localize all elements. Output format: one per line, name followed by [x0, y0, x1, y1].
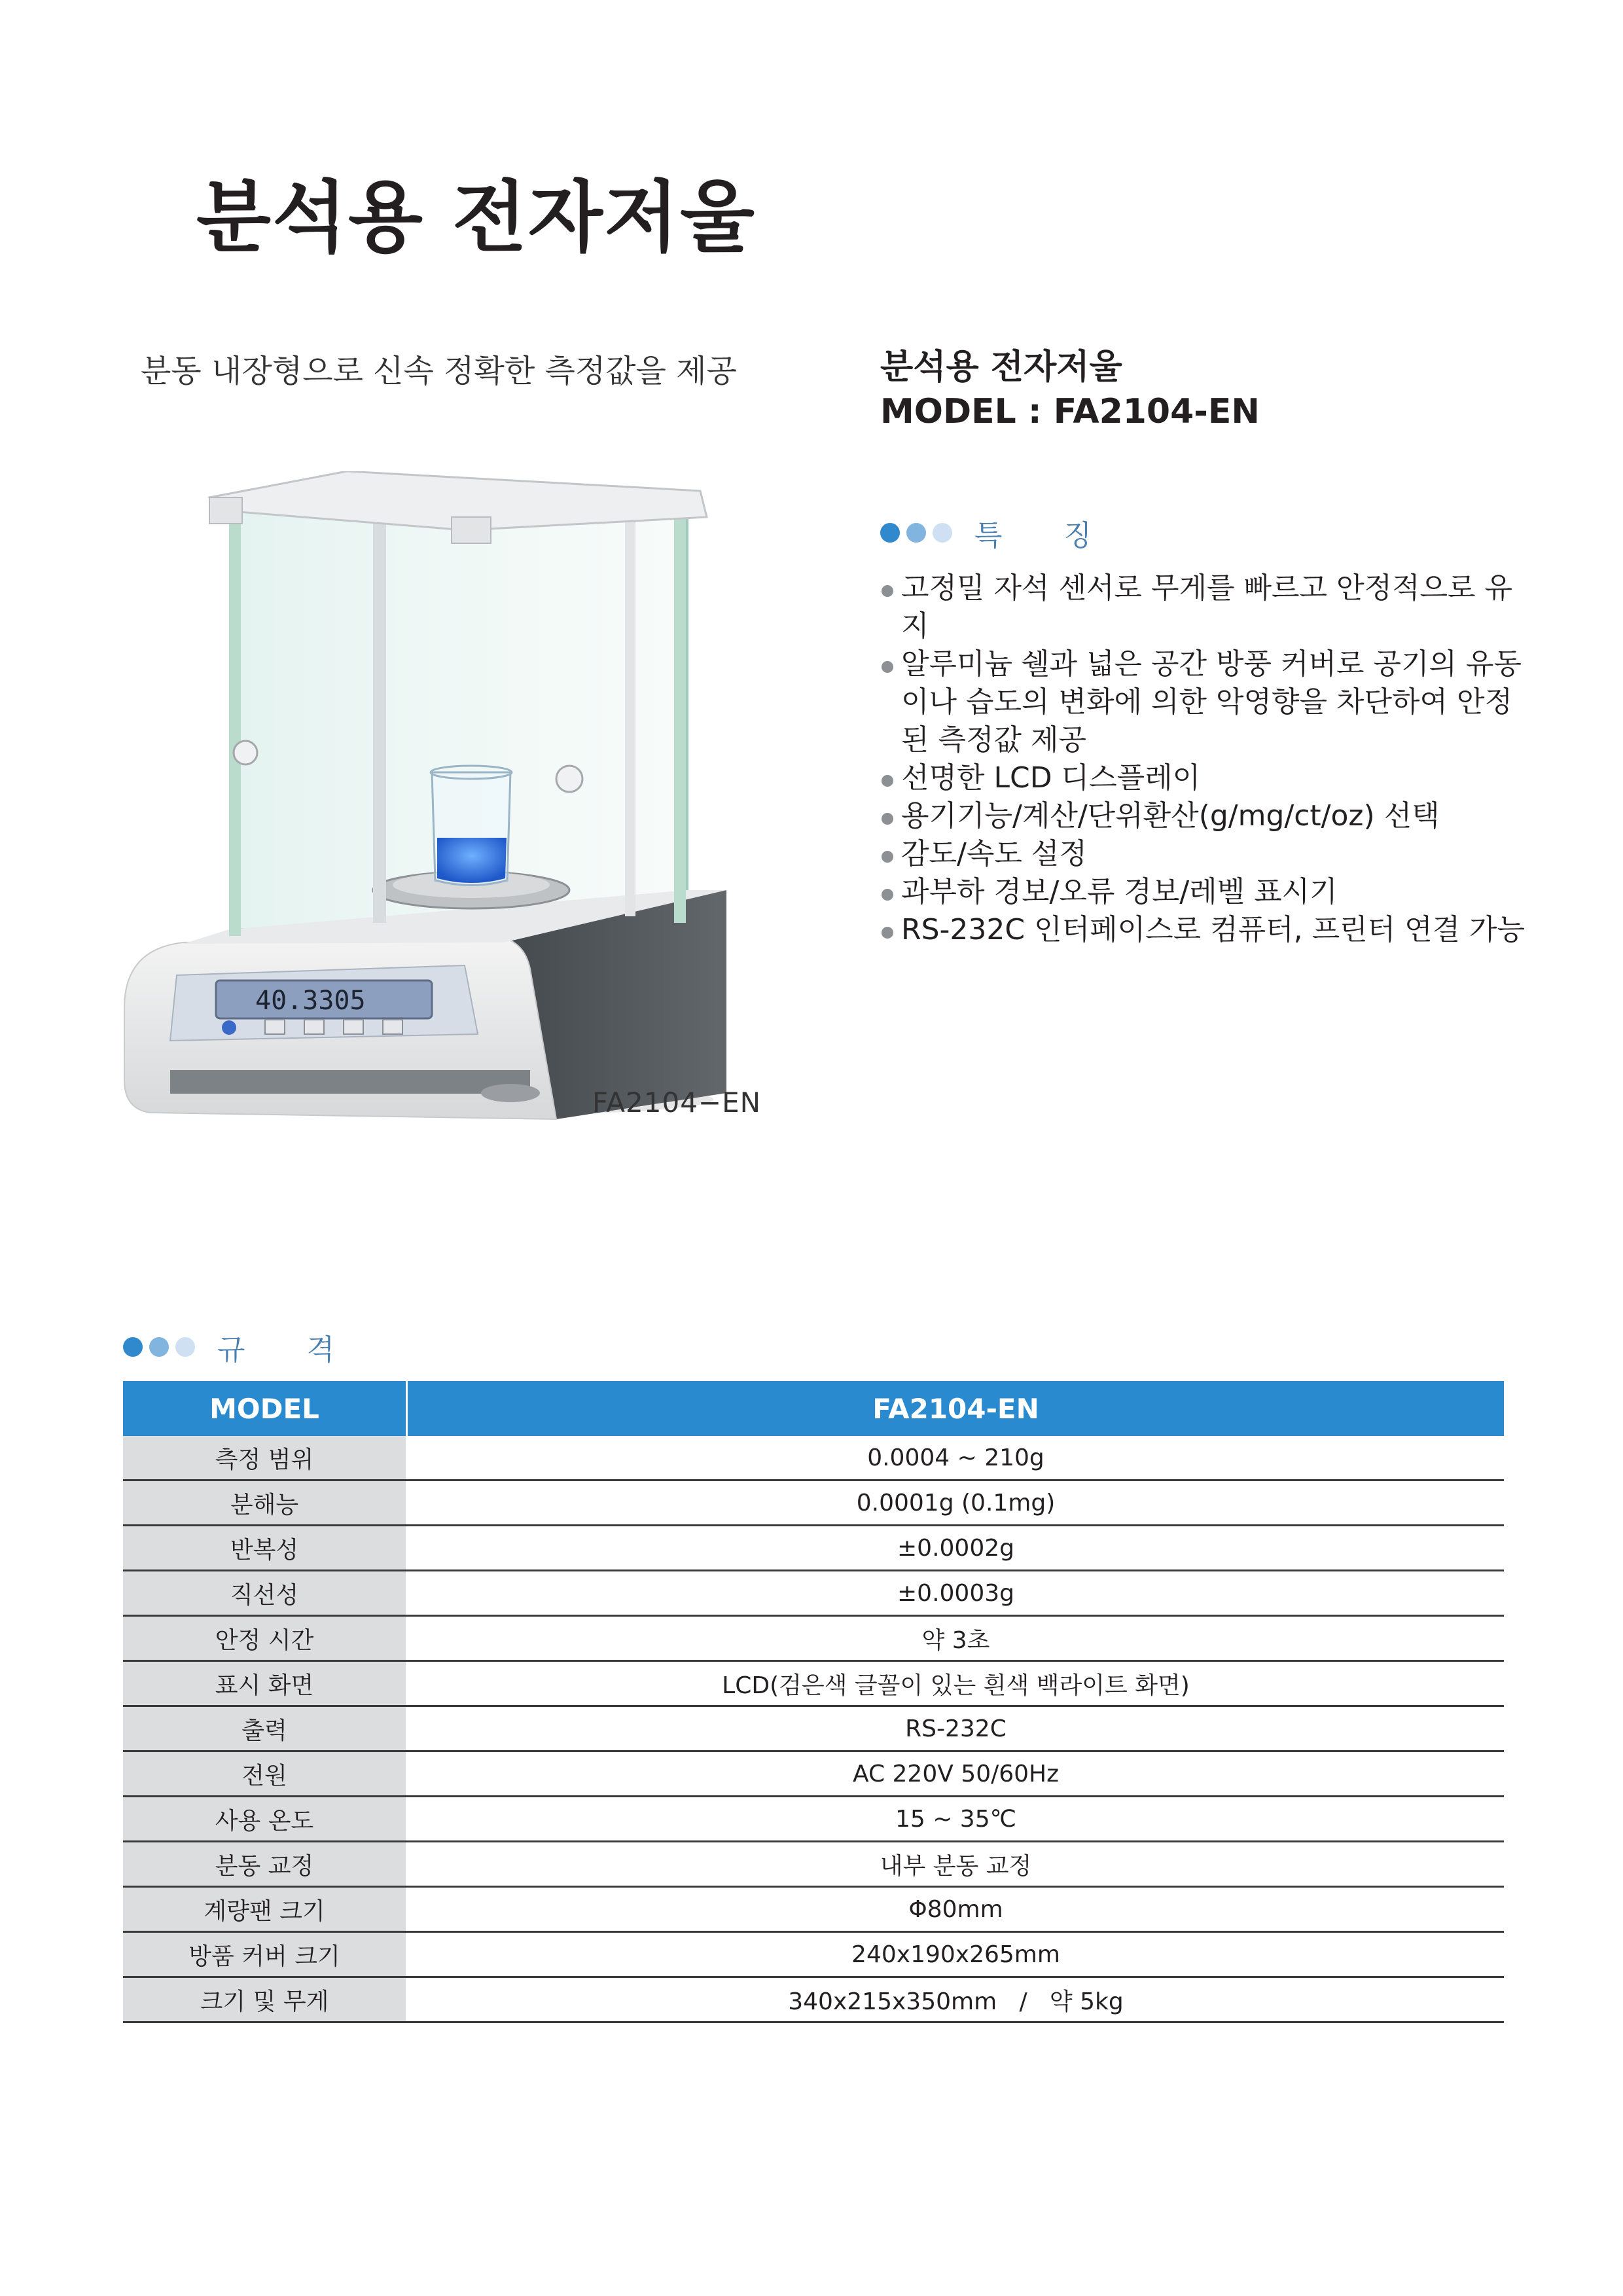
spec-value: AC 220V 50/60Hz — [407, 1751, 1505, 1797]
feature-item: 과부하 경보/오류 경보/레벨 표시기 — [880, 873, 1535, 911]
spec-value: 0.0004 ~ 210g — [407, 1436, 1505, 1480]
features-heading-label: 특 징 — [974, 519, 1118, 552]
feature-item: 용기기능/계산/단위환산(g/mg/ct/oz) 선택 — [880, 797, 1535, 835]
table-header-cell: FA2104-EN — [407, 1381, 1505, 1436]
feature-item: 선명한 LCD 디스플레이 — [880, 759, 1535, 797]
spec-value: ±0.0002g — [407, 1526, 1505, 1571]
spec-label: 크기 및 무게 — [123, 1977, 407, 2022]
bullet-dot-icon — [906, 523, 926, 543]
feature-item: 알루미늄 쉘과 넓은 공간 방풍 커버로 공기의 유동이나 습도의 변화에 의한 악영향을 차단하여 안정된 측정값 제공 — [880, 645, 1535, 759]
spec-label: 출력 — [123, 1706, 407, 1751]
features-heading — [880, 512, 1118, 554]
table-row — [123, 1842, 1504, 1887]
product-title-block — [880, 346, 1260, 434]
spec-label: 방품 커버 크기 — [123, 1932, 407, 1977]
features-list — [880, 569, 1535, 949]
feature-item: 감도/속도 설정 — [880, 835, 1535, 873]
table-row — [123, 1887, 1504, 1932]
page-title: 분석용 전자저울 — [196, 172, 756, 262]
spec-value: 0.0001g (0.1mg) — [407, 1480, 1505, 1526]
table-header-row — [123, 1381, 1504, 1436]
bullet-dot-icon — [149, 1337, 169, 1357]
spec-value: Φ80mm — [407, 1887, 1505, 1932]
spec-value: 240x190x265mm — [407, 1932, 1505, 1977]
table-row — [123, 1977, 1504, 2022]
product-model: MODEL : FA2104-EN — [880, 391, 1260, 431]
bullet-dot-icon — [175, 1337, 195, 1357]
spec-label: 표시 화면 — [123, 1661, 407, 1706]
bullet-dot-icon — [933, 523, 952, 543]
spec-value: 15 ~ 35℃ — [407, 1797, 1505, 1842]
lcd-reading: 40.3305 — [255, 986, 366, 1016]
table-row — [123, 1480, 1504, 1526]
table-row — [123, 1616, 1504, 1661]
table-row — [123, 1661, 1504, 1706]
table-row — [123, 1751, 1504, 1797]
spec-value: 내부 분동 교정 — [407, 1842, 1505, 1887]
bullet-dot-icon — [123, 1337, 143, 1357]
spec-label: 사용 온도 — [123, 1797, 407, 1842]
spec-value: RS-232C — [407, 1706, 1505, 1751]
spec-heading-label: 규 격 — [217, 1333, 361, 1367]
spec-table — [123, 1381, 1504, 2023]
product-name: 분석용 전자저울 — [880, 348, 1122, 387]
spec-value: ±0.0003g — [407, 1571, 1505, 1616]
tagline: 분동 내장형으로 신속 정확한 측정값을 제공 — [141, 353, 737, 389]
product-caption: FA2104−EN — [592, 1086, 762, 1119]
spec-value: LCD(검은색 글꼴이 있는 흰색 백라이트 화면) — [407, 1661, 1505, 1706]
feature-item: RS-232C 인터페이스로 컴퓨터, 프린터 연결 가능 — [880, 911, 1535, 949]
spec-heading — [123, 1326, 361, 1368]
spec-label: 안정 시간 — [123, 1616, 407, 1661]
spec-label: 측정 범위 — [123, 1436, 407, 1480]
feature-item: 고정밀 자석 센서로 무게를 빠르고 안정적으로 유지 — [880, 569, 1535, 645]
spec-label: 계량팬 크기 — [123, 1887, 407, 1932]
bullet-dot-icon — [880, 523, 900, 543]
spec-value: 340x215x350mm / 약 5kg — [407, 1977, 1505, 2022]
table-row — [123, 1797, 1504, 1842]
table-row — [123, 1571, 1504, 1616]
spec-label: 반복성 — [123, 1526, 407, 1571]
spec-label: 분해능 — [123, 1480, 407, 1526]
table-row — [123, 1932, 1504, 1977]
balance-product-image — [98, 471, 753, 1126]
table-row — [123, 1436, 1504, 1480]
spec-label: 전원 — [123, 1751, 407, 1797]
spec-label: 직선성 — [123, 1571, 407, 1616]
table-row — [123, 1706, 1504, 1751]
table-header-cell: MODEL — [123, 1381, 407, 1436]
spec-label: 분동 교정 — [123, 1842, 407, 1887]
table-row — [123, 1526, 1504, 1571]
spec-value: 약 3초 — [407, 1616, 1505, 1661]
